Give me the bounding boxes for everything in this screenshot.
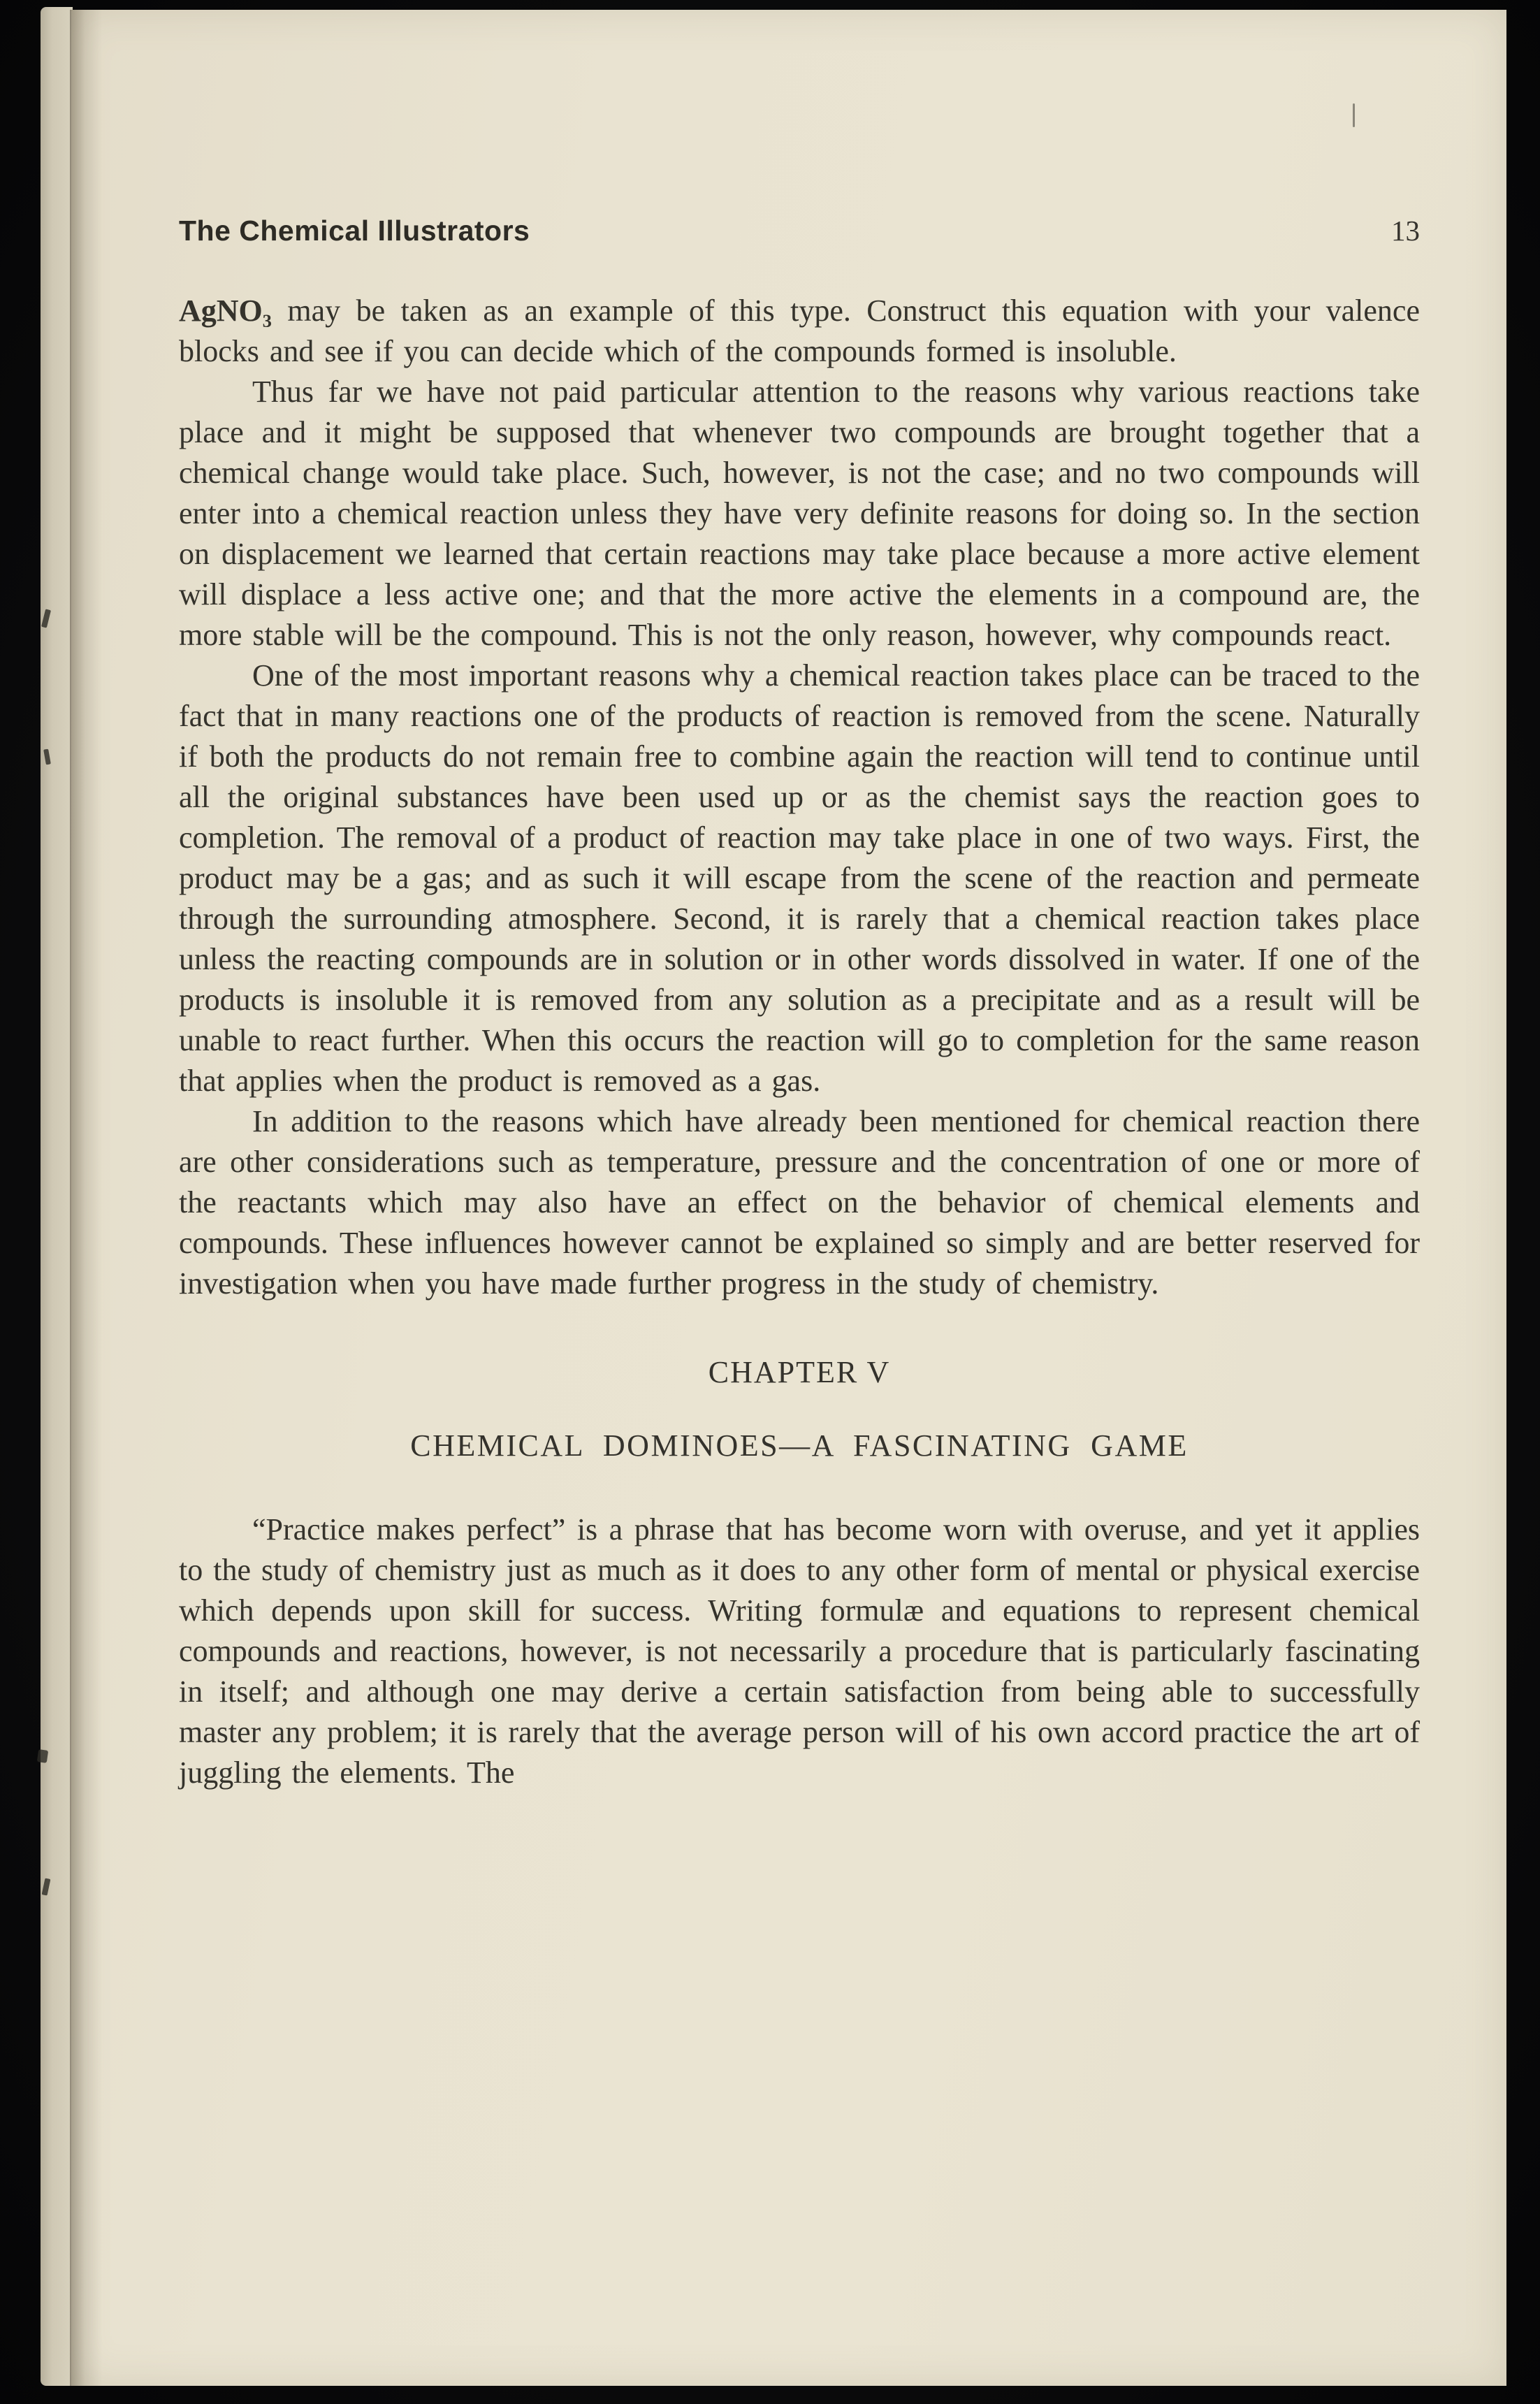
scan-mark	[1353, 103, 1355, 127]
book-page	[70, 10, 1506, 2386]
paragraph-1-text: may be taken as an example of this type. Construct this equation with your valence blocks and see if you can decide which of the compounds formed is insoluble.	[179, 294, 1420, 368]
underlying-page-edge	[41, 7, 73, 2386]
paragraph-1	[179, 291, 1420, 372]
scan-mark	[37, 1749, 48, 1763]
page-content	[179, 214, 1420, 1793]
paragraph-4: In addition to the reasons which have already been mentioned for chemical reaction there are other considerations such as temperature, pressure and the concentration of one or more of the reactants which may also have an effect on the behavior of chemical elements and compounds. These influences however cannot be explained so simply and are better reserved for investigation when you have made further progress in the study of chemistry.	[179, 1104, 1420, 1301]
paragraph-5: “Practice makes perfect” is a phrase that has become worn with overuse, and yet it applies to the study of chemistry just as much as it does to any other form of mental or physical exercise which depends upon skill for success. Writing formulæ and equations to represent chemical compounds and reactions, however, is not necessarily a procedure that is particularly fascinating in itself; and although one may derive a certain satisfaction from being able to successfully master any problem; it is rarely that the average person will of his own accord practice the art of juggling the elements. The	[179, 1512, 1420, 1790]
page-number: 13	[1391, 215, 1420, 247]
body-text	[179, 291, 1420, 1793]
running-head-title: The Chemical Illustrators	[179, 215, 530, 247]
chapter-subheading: CHEMICAL DOMINOES—A FASCINATING GAME	[410, 1428, 1189, 1463]
binding-shadow	[70, 10, 102, 2386]
chemical-formula: AgNO₃	[179, 294, 272, 328]
paragraph-3: One of the most important reasons why a chemical reaction takes place can be traced to the fact that in many reactions one of the products of reaction is removed from the scene. Naturally if both the products do not remain free to combine again the reaction will tend to continue until all the original substances have been used up or as the chemist says the reaction goes to completion. The removal of a product of reaction may take place in one of two ways. First, the product may be a gas; and as such it will escape from the scene of the reaction and permeate through the surrounding atmosphere. Second, it is rarely that a chemical reaction takes place unless the reacting compounds are in solution or in other words dissolved in water. If one of the products is insoluble it is removed from any solution as a precipitate and as a result will be unable to react further. When this occurs the reaction will go to completion for the same reason that applies when the product is removed as a gas.	[179, 658, 1420, 1098]
running-head	[179, 214, 1420, 247]
paragraph-2: Thus far we have not paid particular attention to the reasons why various reactions take place and it might be supposed that whenever two compounds are brought together that a chemical change would take place. Such, however, is not the case; and no two compounds will enter into a chemical reaction unless they have very definite reasons for doing so. In the section on displacement we learned that certain reactions may take place because a more active element will displace a less active one; and that the more active the elements in a compound are, the more stable will be the compound. This is not the only reason, however, why compounds react.	[179, 375, 1420, 652]
chapter-heading: CHAPTER V	[708, 1355, 891, 1389]
